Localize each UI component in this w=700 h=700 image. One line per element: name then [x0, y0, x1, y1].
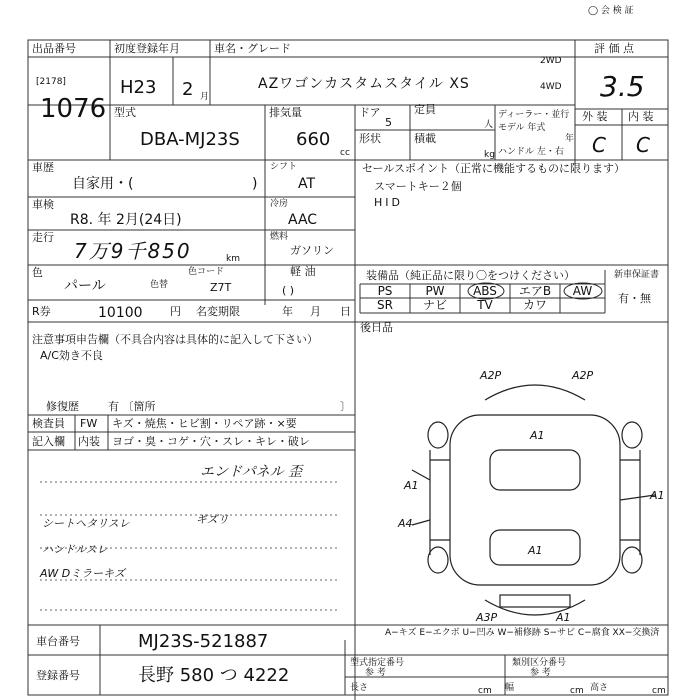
recycle-value: 10100: [98, 305, 143, 321]
lot-label: 出品番号: [32, 42, 76, 55]
inspection-label: 車検: [32, 198, 54, 211]
shift-label: シフト: [270, 162, 298, 172]
height-unit: cm: [652, 686, 666, 696]
lot-number: 1076: [40, 94, 107, 124]
color-change-label: 色替: [150, 280, 169, 290]
damage-mark: A1: [530, 429, 545, 442]
mileage-value: 7万9千850: [74, 239, 192, 263]
ref-label: 参 考: [365, 668, 386, 678]
shift-value: AT: [298, 176, 316, 192]
displacement-value: 660: [296, 129, 331, 150]
interior-defect-options[interactable]: ヨゴ・臭・コゲ・穴・スレ・キレ・破レ: [112, 435, 310, 448]
seats-label: 定員: [414, 103, 436, 116]
load-unit: kg: [484, 150, 495, 160]
equip-pw[interactable]: PW: [425, 284, 445, 298]
history-value: 自家用・(: [72, 176, 134, 192]
fuel-value[interactable]: ガソリン: [290, 244, 334, 257]
equip-airbag[interactable]: エアB: [518, 284, 552, 298]
rear-label: 後日品: [360, 321, 393, 334]
lot-sub: [2178]: [36, 77, 66, 87]
car-body-diagram: [390, 360, 680, 625]
color-label: 色: [32, 266, 43, 279]
recycle-unit: 円: [170, 305, 181, 318]
ref-label: 参 考: [530, 668, 551, 678]
ac-label: 冷房: [270, 199, 289, 209]
inspector-label: 検査員: [32, 417, 65, 430]
doors-value: 5: [385, 116, 392, 129]
score-label: 評 価 点: [594, 42, 634, 55]
inspection-value: R8. 年 2月(24日): [70, 212, 182, 228]
plate-value: 長野 580 つ 4222: [138, 665, 290, 686]
displacement-label: 排気量: [269, 106, 302, 119]
name-label: 車名・グレード: [214, 42, 291, 55]
damage-mark: A2P: [572, 369, 594, 382]
damage-mark: A1: [650, 489, 665, 502]
chassis-value: MJ23S-521887: [138, 631, 269, 652]
drive-2wd: 2WD: [540, 56, 562, 66]
sales-point-item: HID: [374, 196, 403, 209]
drive-4wd: 4WD: [540, 82, 562, 92]
handle-label[interactable]: ハンドル 左・右: [498, 147, 564, 157]
length-label: 長さ: [350, 683, 369, 693]
history-label: 車歴: [32, 161, 54, 174]
aw-circle-mark: [562, 281, 604, 301]
new-warranty-value[interactable]: 有・無: [618, 292, 651, 305]
ac-value: AAC: [288, 212, 318, 228]
notes-text: A/C効き不良: [40, 349, 103, 362]
model-value: DBA-MJ23S: [140, 129, 240, 150]
mileage-unit: km: [226, 254, 240, 264]
recycle-label: R券: [32, 305, 51, 318]
name-change-day: 日: [340, 305, 351, 318]
plate-label: 登録番号: [36, 669, 80, 682]
name-change-year: 年: [282, 305, 293, 318]
fw-label: FW: [80, 417, 98, 430]
reg-label: 初度登録年月: [114, 42, 180, 55]
load-label: 積載: [414, 132, 436, 145]
fuel-alt[interactable]: 軽 油: [290, 265, 316, 278]
equip-aw[interactable]: AW: [572, 284, 593, 298]
damage-mark: A1: [404, 479, 419, 492]
equip-sr[interactable]: SR: [377, 298, 393, 312]
width-label: 幅: [505, 683, 515, 693]
damage-mark: A4: [398, 517, 413, 530]
equip-ps[interactable]: PS: [377, 284, 393, 298]
dealer-label[interactable]: ディーラー・並行: [498, 110, 570, 120]
entry-label: 記入欄: [32, 435, 65, 448]
handwritten-note: エンドパネル 歪: [200, 464, 303, 480]
doors-label: ドア: [359, 106, 381, 119]
color-code-value: Z7T: [210, 281, 232, 294]
int-value: C: [636, 133, 650, 157]
handwritten-note: シートヘタリスレ: [42, 517, 130, 530]
history-close: ): [252, 176, 258, 192]
class-label: 類別区分番号: [512, 658, 567, 668]
color-value: パール: [64, 278, 106, 294]
type-label: 型式指定番号: [350, 658, 405, 668]
shape-label: 形状: [359, 132, 381, 145]
sales-point-item: スマートキー２個: [374, 180, 462, 193]
damage-mark: A3P: [476, 611, 498, 624]
car-name: AZワゴンカスタムスタイル XS: [258, 76, 470, 92]
handwritten-note: ハンドルスレ: [42, 543, 108, 556]
fuel-label: 燃料: [270, 232, 289, 242]
reg-month-unit: 月: [200, 92, 210, 102]
handwritten-note: AW Dミラーキズ: [40, 567, 125, 580]
year-unit: 年: [565, 134, 575, 144]
top-mark: ◯ 会 検 証: [588, 6, 634, 16]
damage-mark: A1: [528, 544, 543, 557]
damage-mark: A2P: [480, 369, 502, 382]
color-code-label: 色コード: [188, 267, 225, 277]
handwritten-note: ギズリ: [196, 513, 229, 526]
model-year-label: モデル 年式: [498, 123, 546, 133]
equip-abs[interactable]: ABS: [473, 284, 497, 298]
displacement-unit: cc: [340, 148, 350, 158]
repair-label: 修復歴: [46, 400, 79, 413]
reg-era: H23: [120, 77, 157, 98]
fuel-paren: ( ): [282, 284, 295, 297]
seats-unit: 人: [484, 120, 494, 130]
reg-month: 2: [182, 79, 194, 100]
damage-mark: A1: [556, 611, 571, 624]
mileage-label: 走行: [32, 231, 54, 244]
length-unit: cm: [478, 686, 492, 696]
name-change-month: 月: [310, 305, 321, 318]
model-label: 型式: [114, 106, 136, 119]
name-change-label: 名変期限: [196, 305, 240, 318]
chassis-label: 車台番号: [36, 635, 80, 648]
equip-navi[interactable]: ナビ: [422, 298, 447, 312]
repair-close: 〕: [340, 400, 351, 413]
exterior-defect-options[interactable]: キズ・焼焦・ヒビ割・リペア跡・×要: [112, 417, 297, 430]
abs-circle-mark: [466, 281, 506, 301]
repair-value: 有 〔箇所: [108, 400, 156, 413]
ext-label: 外 装: [582, 110, 608, 123]
notes-label: 注意事項申告欄（不具合内容は具体的に記入して下さい）: [32, 333, 318, 346]
equip-leather[interactable]: カワ: [522, 298, 547, 312]
new-warranty-label: 新車保証書: [614, 270, 660, 280]
interior-label: 内装: [78, 435, 100, 448]
height-label: 高さ: [590, 683, 609, 693]
equipment-label: 装備品（純正品に限り〇をつけください）: [366, 269, 575, 282]
equip-tv[interactable]: TV: [477, 298, 493, 312]
int-label: 内 装: [628, 110, 654, 123]
score-value: 3.5: [600, 70, 645, 103]
ext-value: C: [592, 133, 606, 157]
sales-points-label: セールスポイント（正常に機能するものに限ります）: [362, 162, 626, 175]
damage-legend: A−キズ E−エクボ U−凹み W−補修跡 S−サビ C−腐食 XX−交換済: [385, 628, 660, 638]
width-unit: cm: [570, 686, 584, 696]
